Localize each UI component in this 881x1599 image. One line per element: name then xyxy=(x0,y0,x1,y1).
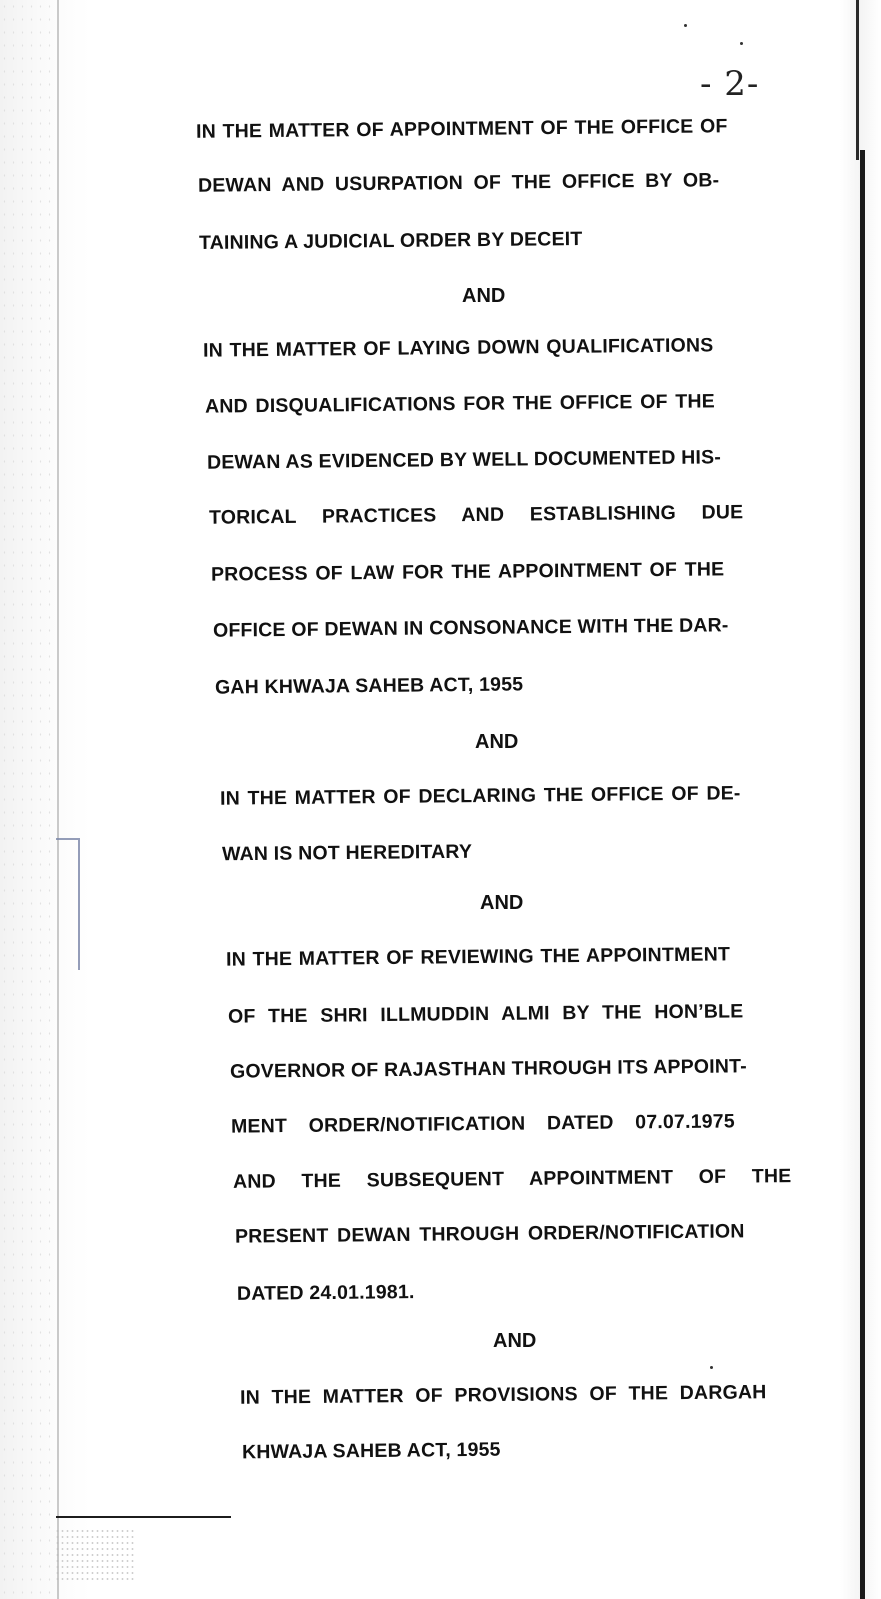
text-line: DEWAN AS EVIDENCED BY WELL DOCUMENTED HIS- xyxy=(206,446,722,474)
text-line: GOVERNOR OF RAJASTHAN THROUGH ITS APPOINT- xyxy=(229,1055,747,1083)
left-page-edge xyxy=(57,0,59,1599)
text-line: PROCESS OF LAW FOR THE APPOINTMENT OF THE xyxy=(210,558,725,586)
text-line: IN THE MATTER OF PROVISIONS OF THE DARGAH xyxy=(239,1381,767,1409)
handwritten-page-number: - 2- xyxy=(700,64,760,104)
text-line: IN THE MATTER OF DECLARING THE OFFICE OF DE- xyxy=(219,782,741,810)
text-line: KHWAJA SAHEB ACT, 1955 xyxy=(241,1438,501,1464)
text-line: OF THE SHRI ILLMUDDIN ALMI BY THE HON’BLE xyxy=(227,1000,744,1028)
text-line: OFFICE OF DEWAN IN CONSONANCE WITH THE DAR- xyxy=(212,614,729,642)
ink-speck xyxy=(684,24,687,27)
ink-speck xyxy=(710,1366,713,1369)
text-line: IN THE MATTER OF APPOINTMENT OF THE OFFICE OF xyxy=(195,115,728,143)
text-line: IN THE MATTER OF REVIEWING THE APPOINTMENT xyxy=(225,943,731,971)
text-line: TORICAL PRACTICES AND ESTABLISHING DUE xyxy=(208,501,744,529)
text-line: IN THE MATTER OF LAYING DOWN QUALIFICATIONS xyxy=(202,334,714,362)
text-line: GAH KHWAJA SAHEB ACT, 1955 xyxy=(214,673,524,699)
text-line: PRESENT DEWAN THROUGH ORDER/NOTIFICATION xyxy=(234,1220,745,1248)
text-line: DEWAN AND USURPATION OF THE OFFICE BY OB- xyxy=(197,169,720,197)
and-separator: AND xyxy=(462,285,506,307)
text-line: TAINING A JUDICIAL ORDER BY DECEIT xyxy=(198,227,583,255)
left-margin-noise xyxy=(0,0,55,1599)
and-separator: AND xyxy=(475,731,519,753)
text-line: AND DISQUALIFICATIONS FOR THE OFFICE OF THE xyxy=(204,390,715,418)
and-separator: AND xyxy=(493,1330,537,1352)
right-page-edge xyxy=(860,150,865,1599)
text-line: MENT ORDER/NOTIFICATION DATED 07.07.1975 xyxy=(230,1110,735,1138)
text-line: DATED 24.01.1981. xyxy=(236,1281,415,1305)
text-line: WAN IS NOT HEREDITARY xyxy=(221,840,473,866)
corner-smudge xyxy=(55,1528,135,1583)
and-separator: AND xyxy=(480,892,524,914)
margin-stamp-mark xyxy=(56,838,80,970)
right-page-edge-top xyxy=(856,0,859,160)
bottom-rule xyxy=(56,1516,231,1518)
text-line: AND THE SUBSEQUENT APPOINTMENT OF THE xyxy=(232,1165,792,1193)
ink-speck xyxy=(740,42,743,45)
